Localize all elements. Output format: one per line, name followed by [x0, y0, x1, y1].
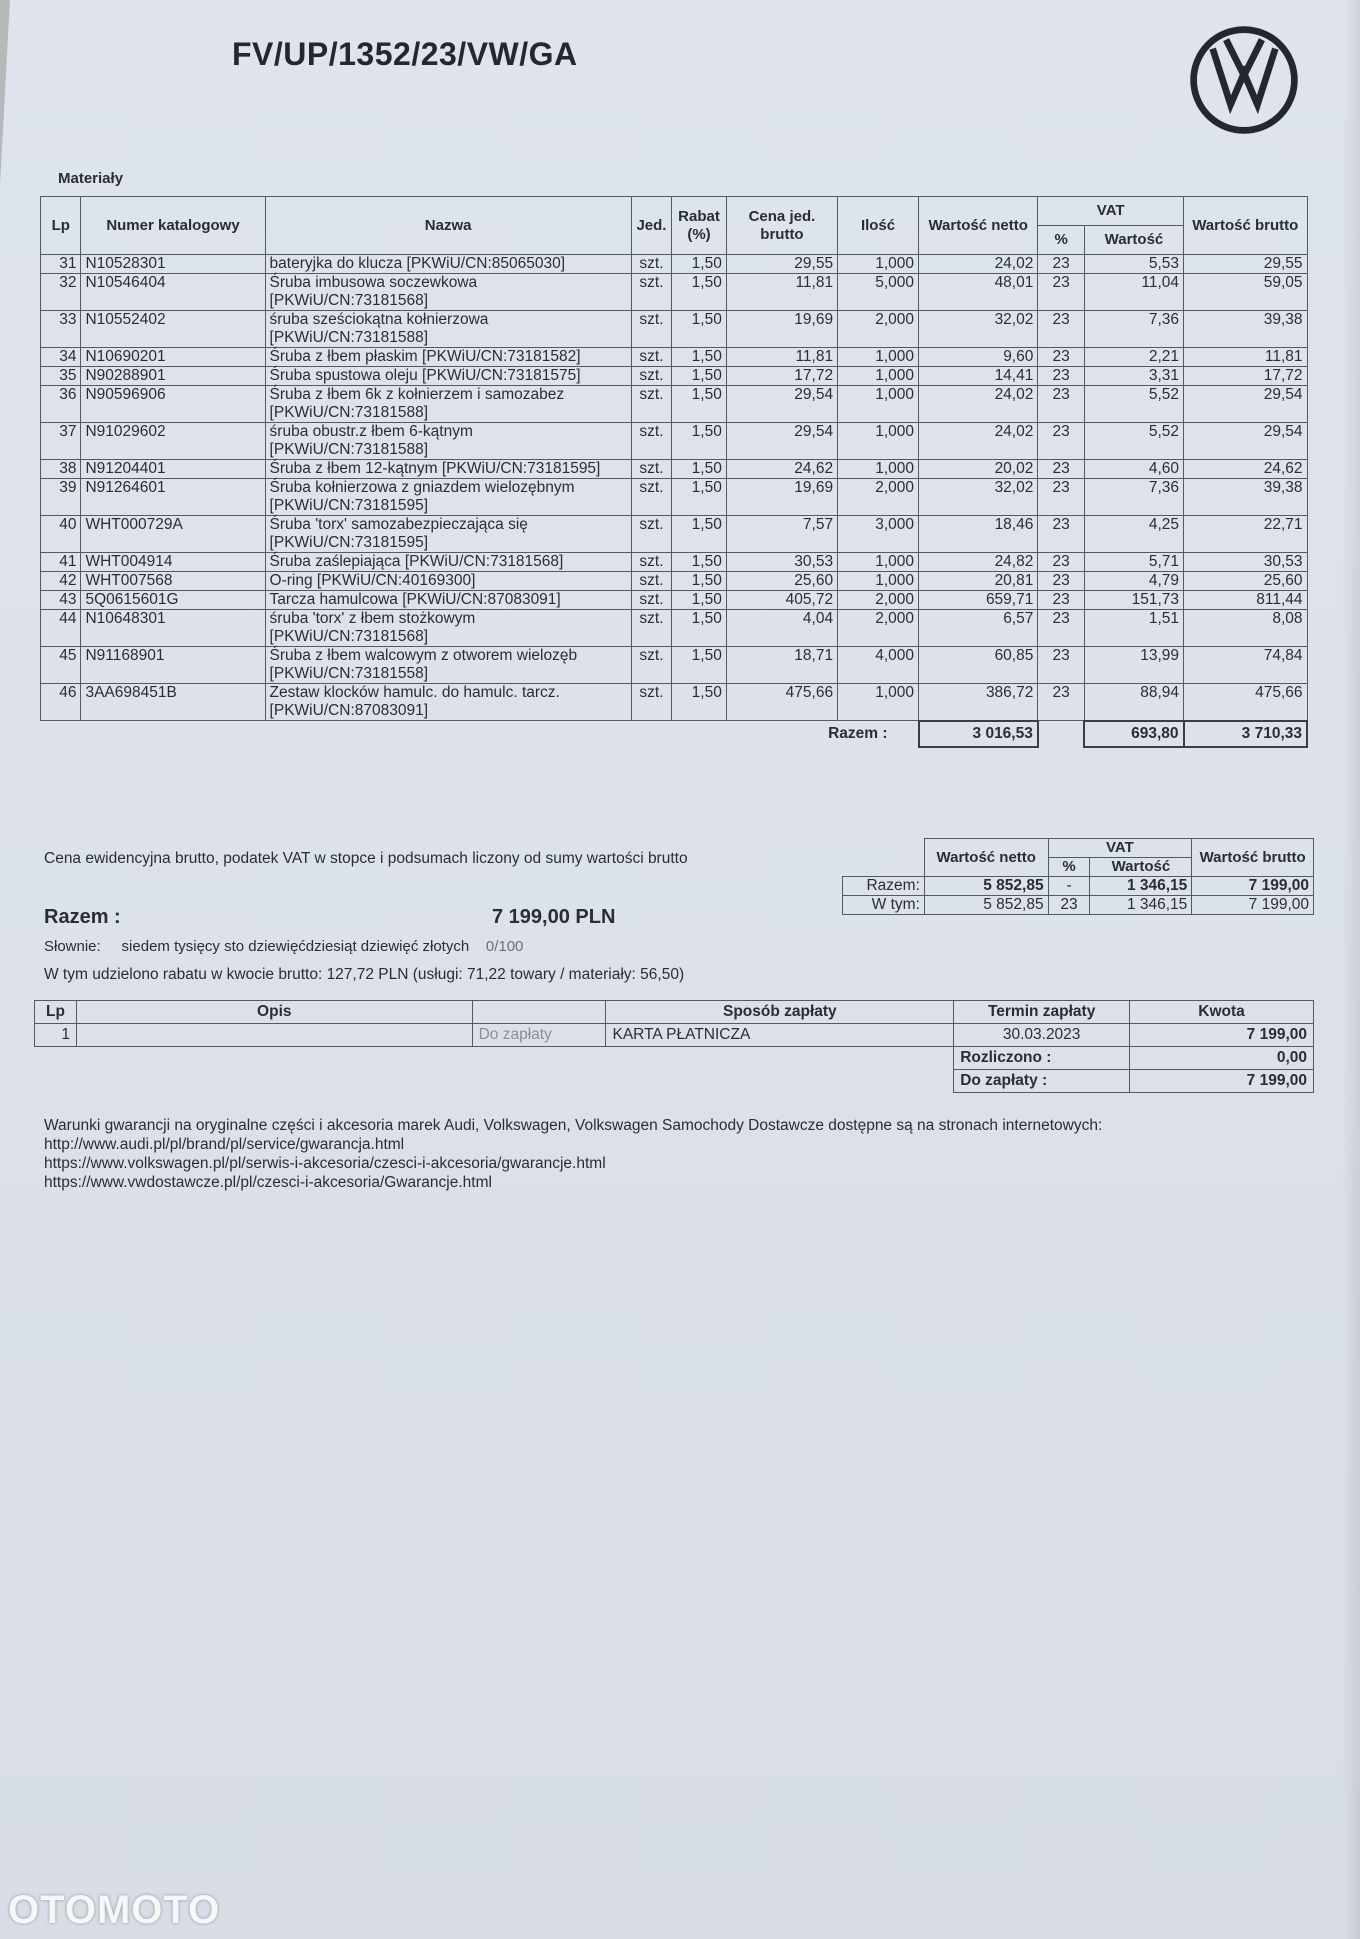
cell-name: Tarcza hamulcowa [PKWiU/CN:87083091] [265, 591, 631, 610]
cell-gross: 811,44 [1184, 591, 1307, 610]
cell-qty: 5,000 [838, 274, 919, 311]
warranty-link-vw: https://www.volkswagen.pl/pl/serwis-i-akcesoria/czesci-i-akcesoria/gwarancje.html [44, 1155, 606, 1172]
materials-total-net: 3 016,53 [919, 721, 1038, 748]
cell-rab: 1,50 [672, 274, 727, 311]
cell-price: 11,81 [726, 274, 837, 311]
cell-qty: 4,000 [838, 647, 919, 684]
cell-qty: 2,000 [838, 610, 919, 647]
cell-lp: 40 [41, 516, 81, 553]
cell-qty: 2,000 [838, 479, 919, 516]
cell-net: 9,60 [919, 348, 1038, 367]
cell-gross: 17,72 [1184, 367, 1307, 386]
cell-gross: 25,60 [1184, 572, 1307, 591]
cell-rab: 1,50 [672, 684, 727, 721]
cell-rab: 1,50 [672, 591, 727, 610]
cell-unit: szt. [631, 591, 671, 610]
cell-qty: 1,000 [838, 423, 919, 460]
cell-pct: 23 [1038, 460, 1085, 479]
cell-lp: 38 [41, 460, 81, 479]
section-title: Materiały [58, 170, 124, 187]
cell-vat: 5,52 [1084, 423, 1183, 460]
cell-vat: 3,31 [1084, 367, 1183, 386]
otomoto-watermark: OTOMOTO [8, 1888, 221, 1932]
vat-summary-table [842, 838, 1314, 915]
cell-qty: 2,000 [838, 311, 919, 348]
table-row [41, 311, 1308, 348]
cell-gross: 475,66 [1184, 684, 1307, 721]
settled-value: 0,00 [1130, 1047, 1314, 1070]
cell-name: Śruba z łbem 12-kątnym [PKWiU/CN:73181595] [265, 460, 631, 479]
cell-price: 405,72 [726, 591, 837, 610]
cell-unit: szt. [631, 516, 671, 553]
cell-pct: 23 [1038, 348, 1085, 367]
cell-unit: szt. [631, 572, 671, 591]
col-catalog: Numer katalogowy [81, 197, 265, 255]
cell-lp: 46 [41, 684, 81, 721]
payment-table [34, 1000, 1314, 1093]
pay-col-opis: Opis [76, 1001, 472, 1024]
table-row [41, 572, 1308, 591]
cell-pct: 23 [1038, 610, 1085, 647]
cell-price: 24,62 [726, 460, 837, 479]
cell-unit: szt. [631, 274, 671, 311]
cell-price: 19,69 [726, 311, 837, 348]
cell-vat: 4,60 [1084, 460, 1183, 479]
table-row [41, 516, 1308, 553]
col-gross: Wartość brutto [1184, 197, 1307, 255]
cell-cat: WHT004914 [81, 553, 265, 572]
cell-rab: 1,50 [672, 423, 727, 460]
table-row [41, 386, 1308, 423]
amount-in-words: Słownie: siedem tysięcy sto dziewięćdziesiąt dziewięć złotych 0/100 [44, 938, 524, 955]
pay-col-term: Termin zapłaty [954, 1001, 1130, 1024]
cell-cat: N10648301 [81, 610, 265, 647]
cell-vat: 7,36 [1084, 479, 1183, 516]
vw-logo [1188, 24, 1300, 136]
cell-name: Śruba z łbem walcowym z otworem wielozęb [PKWiU/CN:73181558] [265, 647, 631, 684]
cell-net: 24,82 [919, 553, 1038, 572]
materials-total-gross: 3 710,33 [1184, 721, 1307, 748]
table-row [41, 423, 1308, 460]
pay-col-amount: Kwota [1130, 1001, 1314, 1024]
cell-cat: N91029602 [81, 423, 265, 460]
cell-net: 32,02 [919, 479, 1038, 516]
cell-cat: N91168901 [81, 647, 265, 684]
cell-name: Śruba spustowa oleju [PKWiU/CN:73181575] [265, 367, 631, 386]
cell-gross: 39,38 [1184, 311, 1307, 348]
settled-label: Rozliczono : [954, 1047, 1130, 1070]
cell-vat: 151,73 [1084, 591, 1183, 610]
cell-price: 29,55 [726, 255, 837, 274]
vat-sum-gross-header: Wartość brutto [1192, 839, 1314, 877]
cell-price: 19,69 [726, 479, 837, 516]
cell-vat: 11,04 [1084, 274, 1183, 311]
cell-gross: 30,53 [1184, 553, 1307, 572]
cell-price: 30,53 [726, 553, 837, 572]
cell-unit: szt. [631, 348, 671, 367]
cell-unit: szt. [631, 553, 671, 572]
table-row [41, 348, 1308, 367]
cell-price: 29,54 [726, 423, 837, 460]
cell-vat: 4,79 [1084, 572, 1183, 591]
vat-sum-pct-header: % [1048, 858, 1090, 877]
cell-qty: 2,000 [838, 591, 919, 610]
cell-cat: N10552402 [81, 311, 265, 348]
cell-rab: 1,50 [672, 460, 727, 479]
cell-price: 475,66 [726, 684, 837, 721]
table-row [41, 274, 1308, 311]
vat-sum-rate-row: W tym: 5 852,85 23 1 346,15 7 199,00 [843, 896, 1314, 915]
warranty-link-audi: http://www.audi.pl/pl/brand/pl/service/gwarancja.html [44, 1136, 405, 1153]
cell-rab: 1,50 [672, 311, 727, 348]
col-vat-value: Wartość [1084, 226, 1183, 255]
vat-sum-total-row: Razem: 5 852,85 - 1 346,15 7 199,00 [843, 877, 1314, 896]
cell-gross: 22,71 [1184, 516, 1307, 553]
cell-name: Śruba zaślepiająca [PKWiU/CN:73181568] [265, 553, 631, 572]
cell-net: 14,41 [919, 367, 1038, 386]
cell-net: 60,85 [919, 647, 1038, 684]
cell-unit: szt. [631, 386, 671, 423]
table-row [41, 255, 1308, 274]
cell-unit: szt. [631, 423, 671, 460]
materials-total-label: Razem : [828, 725, 888, 742]
cell-pct: 23 [1038, 572, 1085, 591]
cell-price: 25,60 [726, 572, 837, 591]
cell-gross: 8,08 [1184, 610, 1307, 647]
cell-gross: 29,54 [1184, 423, 1307, 460]
cell-lp: 35 [41, 367, 81, 386]
cell-cat: N91264601 [81, 479, 265, 516]
table-row [41, 591, 1308, 610]
cell-cat: 5Q0615601G [81, 591, 265, 610]
cell-qty: 1,000 [838, 348, 919, 367]
cell-cat: N10546404 [81, 274, 265, 311]
cell-price: 29,54 [726, 386, 837, 423]
table-row [41, 479, 1308, 516]
cell-lp: 42 [41, 572, 81, 591]
cell-lp: 43 [41, 591, 81, 610]
cell-rab: 1,50 [672, 647, 727, 684]
cell-lp: 34 [41, 348, 81, 367]
grand-total-label: Razem : [44, 906, 121, 928]
cell-vat: 5,71 [1084, 553, 1183, 572]
cell-cat: N10690201 [81, 348, 265, 367]
cell-rab: 1,50 [672, 386, 727, 423]
cell-name: Zestaw klocków hamulc. do hamulc. tarcz. [PKWiU/CN:87083091] [265, 684, 631, 721]
cell-rab: 1,50 [672, 367, 727, 386]
cell-name: Śruba imbusowa soczewkowa [PKWiU/CN:73181568] [265, 274, 631, 311]
cell-rab: 1,50 [672, 553, 727, 572]
cell-pct: 23 [1038, 274, 1085, 311]
cell-name: Śruba z łbem płaskim [PKWiU/CN:73181582] [265, 348, 631, 367]
due-label: Do zapłaty : [954, 1070, 1130, 1093]
cell-lp: 37 [41, 423, 81, 460]
cell-gross: 24,62 [1184, 460, 1307, 479]
cell-vat: 4,25 [1084, 516, 1183, 553]
cell-qty: 1,000 [838, 572, 919, 591]
stamp-text: Do zapłaty [472, 1024, 606, 1047]
cell-gross: 39,38 [1184, 479, 1307, 516]
cell-rab: 1,50 [672, 479, 727, 516]
warranty-link-vwd: https://www.vwdostawcze.pl/pl/czesci-i-akcesoria/Gwarancje.html [44, 1174, 492, 1191]
cell-net: 386,72 [919, 684, 1038, 721]
due-value: 7 199,00 [1130, 1070, 1314, 1093]
cell-gross: 29,54 [1184, 386, 1307, 423]
cell-price: 7,57 [726, 516, 837, 553]
cell-price: 18,71 [726, 647, 837, 684]
vat-sum-value-header: Wartość [1090, 858, 1192, 877]
cell-lp: 36 [41, 386, 81, 423]
cell-rab: 1,50 [672, 572, 727, 591]
vat-sum-net-header: Wartość netto [924, 839, 1048, 877]
pay-col-method: Sposób zapłaty [606, 1001, 954, 1024]
cell-pct: 23 [1038, 553, 1085, 572]
cell-net: 659,71 [919, 591, 1038, 610]
cell-pct: 23 [1038, 684, 1085, 721]
materials-total-vat: 693,80 [1084, 721, 1183, 748]
cell-name: bateryjka do klucza [PKWiU/CN:85065030] [265, 255, 631, 274]
cell-name: śruba 'torx' z łbem stożkowym [PKWiU/CN:73181568] [265, 610, 631, 647]
cell-pct: 23 [1038, 591, 1085, 610]
cell-cat: N10528301 [81, 255, 265, 274]
cell-pct: 23 [1038, 423, 1085, 460]
cell-gross: 29,55 [1184, 255, 1307, 274]
cell-qty: 1,000 [838, 553, 919, 572]
cell-pct: 23 [1038, 386, 1085, 423]
cell-name: śruba sześciokątna kołnierzowa [PKWiU/CN:73181588] [265, 311, 631, 348]
table-row [41, 553, 1308, 572]
cell-unit: szt. [631, 367, 671, 386]
cell-net: 18,46 [919, 516, 1038, 553]
cell-gross: 11,81 [1184, 348, 1307, 367]
cell-net: 6,57 [919, 610, 1038, 647]
cell-net: 24,02 [919, 255, 1038, 274]
cell-lp: 32 [41, 274, 81, 311]
cell-lp: 44 [41, 610, 81, 647]
cell-pct: 23 [1038, 647, 1085, 684]
col-unit-price: Cena jed. brutto [726, 197, 837, 255]
cell-lp: 45 [41, 647, 81, 684]
warranty-notice: Warunki gwarancji na oryginalne części i akcesoria marek Audi, Volkswagen, Volkswagen Samochody Dostawcze dostępne są na stronach internetowych: http://www.audi.pl/pl/brand/pl/service/gwarancja.html https://www.volkswagen.pl/pl/serwis-i-akcesoria/czesci-i-akcesoria/gwarancje.html https://www.vwdostawcze.pl/pl/czesci-i-akcesoria/Gwarancje.html [44, 1117, 1103, 1191]
vat-sum-vat-header: VAT [1048, 839, 1192, 858]
cell-name: śruba obustr.z łbem 6-kątnym [PKWiU/CN:73181588] [265, 423, 631, 460]
cell-gross: 74,84 [1184, 647, 1307, 684]
cell-lp: 31 [41, 255, 81, 274]
cell-name: Śruba 'torx' samozabezpieczająca się [PKWiU/CN:73181595] [265, 516, 631, 553]
cell-cat: WHT000729A [81, 516, 265, 553]
cell-vat: 5,52 [1084, 386, 1183, 423]
cell-price: 4,04 [726, 610, 837, 647]
cell-rab: 1,50 [672, 610, 727, 647]
table-row [41, 610, 1308, 647]
cell-cat: N90596906 [81, 386, 265, 423]
cell-lp: 39 [41, 479, 81, 516]
cell-net: 20,81 [919, 572, 1038, 591]
cell-vat: 2,21 [1084, 348, 1183, 367]
cell-unit: szt. [631, 479, 671, 516]
cell-net: 48,01 [919, 274, 1038, 311]
cell-rab: 1,50 [672, 255, 727, 274]
cell-qty: 1,000 [838, 367, 919, 386]
document-number: FV/UP/1352/23/VW/GA [232, 36, 578, 72]
cell-name: O-ring [PKWiU/CN:40169300] [265, 572, 631, 591]
cell-qty: 1,000 [838, 460, 919, 479]
cell-rab: 1,50 [672, 516, 727, 553]
cell-unit: szt. [631, 460, 671, 479]
cell-qty: 3,000 [838, 516, 919, 553]
col-vat: VAT [1038, 197, 1184, 226]
cell-rab: 1,50 [672, 348, 727, 367]
table-row [41, 460, 1308, 479]
cell-cat: WHT007568 [81, 572, 265, 591]
cell-pct: 23 [1038, 479, 1085, 516]
cell-vat: 5,53 [1084, 255, 1183, 274]
table-row [41, 647, 1308, 684]
col-lp: Lp [41, 197, 81, 255]
cell-unit: szt. [631, 610, 671, 647]
cell-net: 20,02 [919, 460, 1038, 479]
col-discount: Rabat (%) [672, 197, 727, 255]
cell-pct: 23 [1038, 255, 1085, 274]
cell-vat: 1,51 [1084, 610, 1183, 647]
cell-price: 17,72 [726, 367, 837, 386]
table-row [41, 367, 1308, 386]
col-unit: Jed. [631, 197, 671, 255]
payment-row: 1 Do zapłaty KARTA PŁATNICZA 30.03.2023 7 199,00 [35, 1024, 1314, 1047]
cell-cat: N91204401 [81, 460, 265, 479]
cell-cat: N90288901 [81, 367, 265, 386]
cell-unit: szt. [631, 255, 671, 274]
cell-net: 24,02 [919, 423, 1038, 460]
pay-col-lp: Lp [35, 1001, 77, 1024]
discount-line: W tym udzielono rabatu w kwocie brutto: 127,72 PLN (usługi: 71,22 towary / materiały: 56,50) [44, 966, 685, 983]
cell-vat: 88,94 [1084, 684, 1183, 721]
cell-vat: 13,99 [1084, 647, 1183, 684]
cell-name: Śruba z łbem 6k z kołnierzem i samozabez [PKWiU/CN:73181588] [265, 386, 631, 423]
grand-total-value: 7 199,00 PLN [492, 906, 616, 928]
materials-table [40, 196, 1308, 748]
cell-net: 24,02 [919, 386, 1038, 423]
col-net: Wartość netto [919, 197, 1038, 255]
materials-total-row [41, 721, 1308, 748]
page-fold [0, 0, 10, 185]
cell-pct: 23 [1038, 311, 1085, 348]
cell-unit: szt. [631, 647, 671, 684]
cell-lp: 41 [41, 553, 81, 572]
cell-unit: szt. [631, 311, 671, 348]
cell-pct: 23 [1038, 367, 1085, 386]
col-vat-pct: % [1038, 226, 1085, 255]
cell-qty: 1,000 [838, 386, 919, 423]
cell-gross: 59,05 [1184, 274, 1307, 311]
table-row [41, 684, 1308, 721]
cell-pct: 23 [1038, 516, 1085, 553]
cell-qty: 1,000 [838, 684, 919, 721]
price-note: Cena ewidencyjna brutto, podatek VAT w stopce i podsumach liczony od sumy wartości brutto [44, 850, 688, 867]
col-name: Nazwa [265, 197, 631, 255]
cell-lp: 33 [41, 311, 81, 348]
cell-qty: 1,000 [838, 255, 919, 274]
cell-unit: szt. [631, 684, 671, 721]
cell-name: Śruba kołnierzowa z gniazdem wielozębnym [PKWiU/CN:73181595] [265, 479, 631, 516]
cell-net: 32,02 [919, 311, 1038, 348]
cell-cat: 3AA698451B [81, 684, 265, 721]
col-qty: Ilość [838, 197, 919, 255]
cell-price: 11,81 [726, 348, 837, 367]
cell-vat: 7,36 [1084, 311, 1183, 348]
